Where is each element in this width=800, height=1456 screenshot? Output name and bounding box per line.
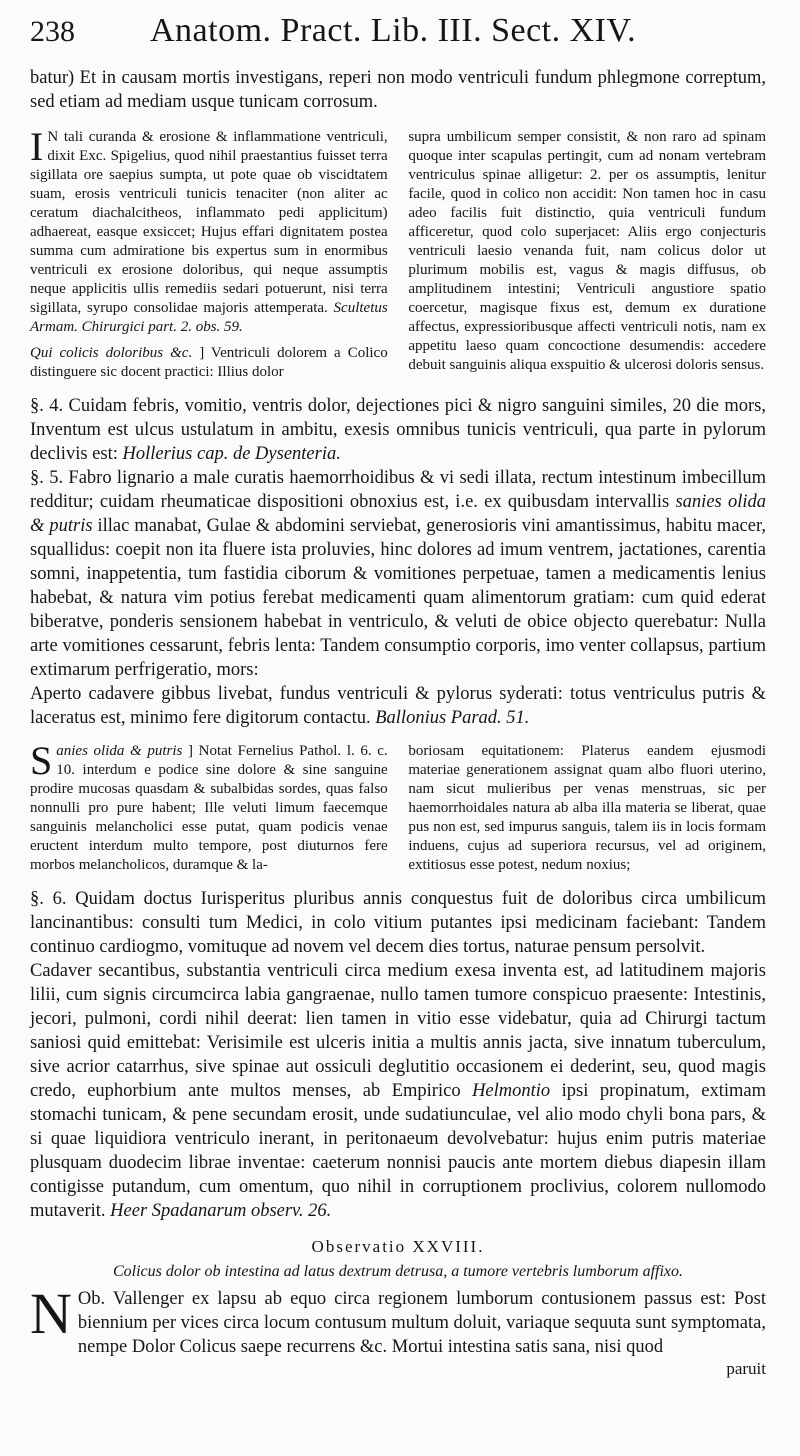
page-header	[30, 12, 766, 66]
citation: Scultetus Armam. Chirurgici part. 2. obs. 59.	[30, 300, 388, 335]
observation-title: Observatio XXVIII.	[311, 1237, 485, 1256]
running-head: Anatom. Pract. Lib. III. Sect. XIV.	[150, 12, 637, 49]
drop-cap: I	[30, 124, 44, 169]
lemma: anies olida & putris	[56, 743, 183, 759]
italic-phrase: Helmontio	[472, 1081, 551, 1101]
observation-text	[30, 1281, 766, 1359]
section-text: ipsi propinatum, extimam stomachi tunicam, & pene secundam erosit, unde sudatiunculae, vel alio modo chyli bona pars, & si quae liquidiora ventriculo inerant, in peritonaeum devolvebatur: hujus enim putris materiae plusquam duodecim librae inventae: caeterum nonnisi paucis ante mortem diebus diapesin illam contigisse putandum, cum omentum, quo nihil in corruptionem proclivius, colorem nullomodo mutaverit.	[30, 1081, 766, 1221]
drop-cap: N	[30, 1281, 72, 1346]
citation: Ballonius Parad. 51.	[375, 708, 530, 728]
section-5	[30, 466, 766, 682]
section-text: §. 5. Fabro lignario a male curatis haemorrhoidibus & vi sedi illata, rectum intestinum imbecillum redditur; cuidam rheumaticae dispositioni obnoxius est, i.e. ex quibusdam intervallis	[30, 468, 766, 512]
section-5-cadaver	[30, 682, 766, 730]
section-6: §. 6. Quidam doctus Iurisperitus pluribus annis conquestus fuit de doloribus circa umbilicum lancinantibus: consulti tum Medici, in colo vitium putantes ipsi medicinam faciebant: Tandem continuo cardiogmo, vomituque ad novem vel decem dies tortus, naturae pensum persolvit.	[30, 889, 766, 957]
page-number: 238	[30, 15, 75, 48]
observation-subtitle: Colicus dolor ob intestina ad latus dextrum detrusa, a tumore vertebris lumborum affixo.	[112, 1263, 684, 1280]
commentary-1-right	[408, 128, 766, 382]
section-text: §. 4. Cuidam febris, vomitio, ventris dolor, dejectiones pici & nigro sanguini similes, 20 die mors, Inventum est ulcus ustulatum in ambitu, exesis omnibus tunicis ventriculi, qua parte in pylorum declivis est:	[30, 396, 766, 464]
italic-phrase: sanies olida & putris	[30, 492, 766, 536]
section-6-cadaver	[30, 959, 766, 1223]
drop-cap: S	[30, 738, 53, 783]
commentary-2-left	[30, 738, 388, 875]
commentary-1	[30, 124, 766, 382]
section-text: Cadaver secantibus, substantia ventriculi circa medium exesa inventa est, ad latitudinem majoris lilii, cum signis circumcirca labia gangraenae, nullo tamen tumore conspicuo praesente: Intestinis, jecori, pulmoni, cordi nihil deerat: lien tamen in vitio esse videbatur, quia ad Chirurgi tactum saniosi quid emittebat: Verisimile est ulceris initia a multis annis jacta, sive innatum tuberculum, sive acrior catarrhus, sive spinae aut ossiculi deglutitio occasionem ei dederint, seu, quod magis credo, euphorbium ante multos menses, ab Empirico	[30, 961, 766, 1101]
lemma: Qui colicis doloribus &c.	[30, 345, 193, 361]
lead-paragraph: batur) Et in causam mortis investigans, reperi non modo ventriculi fundum phlegmone correptum, sed etiam ad mediam usque tunicam corrosum.	[30, 68, 766, 112]
citation: Heer Spadanarum observ. 26.	[110, 1201, 332, 1221]
citation: Hollerius cap. de Dysenteria.	[122, 444, 341, 464]
commentary-text: boriosam equitationem: Platerus eandem ejusmodi materiae generationem assignat quam albo fluori uterino, nam sicut mulieribus per venas menstruas, sic per haemorrhoidales natura ab alba illa materia se liberat, quae pus non est, sed impurus sanguis, talem iis in locis formam induens, cujus ad superiora recursus, vel ad originem, extitiosus esse potest, nedum noxius;	[408, 743, 766, 873]
section-4	[30, 394, 766, 466]
commentary-1-left	[30, 124, 388, 382]
observation-body: Ob. Vallenger ex lapsu ab equo circa regionem lumborum contusionem passus est: Post biennium per vices circa locum contusum multum doluit, variaque sequuta sunt symptomata, nempe Dolor Colicus saepe recurrens &c. Mortui intestina satis sana, nisi quod	[77, 1289, 766, 1357]
catchword: paruit	[726, 1359, 766, 1378]
commentary-text: N tali curanda & erosione & inflammatione ventriculi, dixit Exc. Spigelius, quod nihil praestantius fuisset terra sigillata ore saepius sumpta, ut pote quae ob viscidtatem suam, erosis ventriculi tunicis tenaciter (non aliter ac ceratum diachalcitheos, inflammato pedi applicitum) adhaereat, easque exsiccet; Hujus effari dignitatem postea summa cum admiratione bis expertus sum in enormibus ventriculi ex erosione doloribus, qui neque assumptis neque applicitis ullis remediis sedari potuerunt, nisi terra sigillata, syrupo consolidae majoris attemperata.	[30, 129, 388, 316]
commentary-2-right	[408, 742, 766, 875]
commentary-text: ] Ventriculi dolorem a Colico distinguere sic docent practici: Illius dolor	[30, 345, 388, 380]
section-text: illac manabat, Gulae & abdomini serviebat, generosioris vini amantissimus, habitu macer, squallidus: coepit non ita fluere ista proluvies, hinc dolores ad imum ventrem, jactationes, carentia somni, inappetentia, tum fastidia ciborum & vomitiones perpetuae, tamen a medicamentis lenius habebat, & natura vim potius ferebat medicamenti quam alimentorum gratiam: cum quid ederat biberatve, ponderis sensionem habebat in ventriculo, & veluti de obice objecto querebatur: Nulla arte vomitiones cessarunt, febris lenta: Tandem consumptio corporis, imo venter collapsus, partium extimarum perfrigeratio, mors:	[30, 516, 766, 680]
commentary-2	[30, 738, 766, 875]
commentary-text: ] Notat Fernelius Pathol. l. 6. c. 10. interdum e podice sine dolore & sine sanguine prodire mucosas quasdam & subalbidas sordes, quas falso nonnulli pro pure habent; Ille veluti limum faecemque sanguinis melancholici esse putat, quam podicis venae eructent interdum multo tempore, post diuturnos fere morbos melancholicos, duramque & la-	[30, 743, 388, 873]
commentary-text: supra umbilicum semper consistit, & non raro ad spinam quoque inter scapulas pertingit, cum ad nonam vertebram ventriculus spinae alligetur: 2. per os assumptis, lenitur facile, quod in colico non accidit: Non tamen hoc in casu adeo facilis fuit distinctio, quia ventriculi fundum afficeretur, quod colo superjacet: Aliis ergo conjecturis ventriculi laesio venanda fuit, nam colicus dolor ut plurimum mobilis est, vagus & magis diffusus, ob amplitudinem intestini; Ventriculi angustiore spatio coercetur, magisque fixus est, demum ex duratione affectus, expressioribusque affecti ventriculi notis, nam ex appetitu laeso quam concoctione desumendis: accedere debuit sanguinis aliqua exspuitio & ulcerosi doloris sensus.	[408, 129, 766, 373]
section-text: Aperto cadavere gibbus livebat, fundus ventriculi & pylorus syderati: totus ventriculus putris & laceratus est, minimo fere digitorum contactu.	[30, 684, 766, 728]
